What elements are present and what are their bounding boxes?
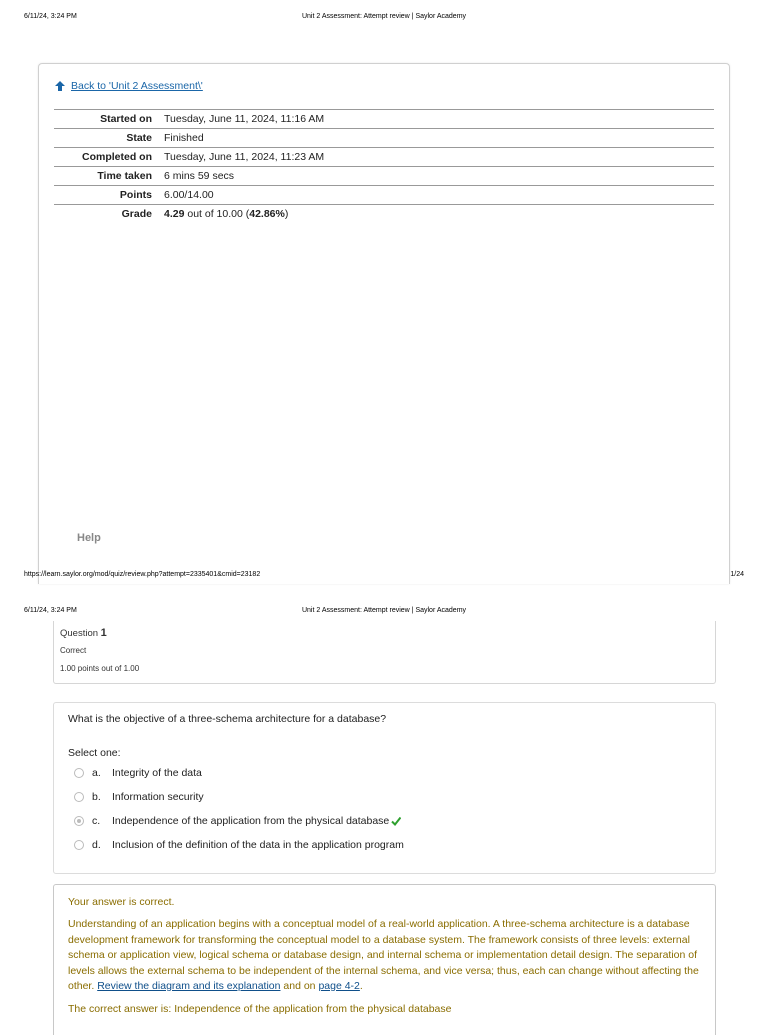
arrow-up-icon — [54, 80, 66, 92]
print-datetime: 6/11/24, 3:24 PM — [24, 607, 77, 614]
checkmark-icon — [391, 816, 401, 826]
print-title: Unit 2 Assessment: Attempt review | Saylor Academy — [301, 13, 467, 20]
table-row — [54, 205, 714, 224]
back-link[interactable] — [54, 80, 203, 92]
print-url: https://learn.saylor.org/mod/quiz/review.php?attempt=2335401&cmid=23182 — [24, 571, 261, 578]
table-row — [54, 110, 714, 129]
summary-label: Points — [119, 189, 152, 201]
feedback-and-on: and on — [280, 980, 319, 992]
back-link-label: Back to 'Unit 2 Assessment\' — [71, 80, 203, 92]
answer-option-b[interactable] — [74, 791, 204, 803]
summary-value: Tuesday, June 11, 2024, 11:23 AM — [164, 151, 325, 163]
summary-value: Finished — [164, 132, 204, 144]
question-grade: 1.00 points out of 1.00 — [60, 664, 140, 673]
question-state: Correct — [60, 646, 87, 655]
table-row — [54, 167, 714, 186]
answer-option-a[interactable] — [74, 767, 202, 779]
summary-value: Tuesday, June 11, 2024, 11:16 AM — [164, 113, 325, 125]
grade-percent: 42.86% — [249, 208, 285, 220]
table-row — [54, 148, 714, 167]
grade-label: Grade — [121, 208, 152, 220]
summary-label: State — [126, 132, 152, 144]
question-text: What is the objective of a three-schema architecture for a database? — [68, 713, 387, 725]
summary-value: 6.00/14.00 — [164, 189, 214, 201]
feedback-explanation — [68, 917, 700, 995]
diagram-explanation-link[interactable]: Review the diagram and its explanation — [97, 980, 281, 992]
answer-feedback — [53, 884, 716, 1035]
print-title: Unit 2 Assessment: Attempt review | Saylor Academy — [301, 607, 467, 614]
correct-answer-text: The correct answer is: Independence of the application from the physical database — [68, 1003, 452, 1015]
page-reference-link[interactable]: page 4-2 — [318, 980, 360, 992]
answer-option-c[interactable] — [74, 815, 401, 827]
feedback-period: . — [359, 980, 363, 992]
option-letter: a. — [92, 767, 101, 779]
question-number — [60, 627, 107, 639]
summary-label: Time taken — [97, 170, 152, 182]
radio-button[interactable] — [74, 792, 84, 802]
option-text: Information security — [112, 791, 204, 803]
radio-button[interactable] — [74, 768, 84, 778]
question-content — [53, 702, 716, 874]
grade-value — [160, 205, 714, 224]
attempt-summary-panel — [38, 63, 730, 584]
question-number-value: 1 — [100, 627, 107, 639]
question-info — [53, 621, 716, 684]
option-text: Independence of the application from the physical database — [112, 815, 390, 827]
feedback-correct-message: Your answer is correct. — [68, 896, 175, 908]
attempt-summary-table — [54, 109, 714, 223]
grade-score: 4.29 — [164, 208, 185, 220]
summary-label: Completed on — [82, 151, 152, 163]
table-row — [54, 186, 714, 205]
option-letter: b. — [92, 791, 101, 803]
print-datetime: 6/11/24, 3:24 PM — [24, 13, 77, 20]
summary-label: Started on — [100, 113, 152, 125]
summary-value: 6 mins 59 secs — [164, 170, 235, 182]
question-label: Question — [60, 628, 99, 639]
radio-button[interactable] — [74, 840, 84, 850]
answer-option-d[interactable] — [74, 839, 404, 851]
radio-button-selected[interactable] — [74, 816, 84, 826]
option-text: Inclusion of the definition of the data in the application program — [112, 839, 404, 851]
help-link[interactable]: Help — [77, 532, 101, 544]
option-letter: c. — [92, 815, 101, 827]
select-one-prompt: Select one: — [68, 747, 121, 759]
option-letter: d. — [92, 839, 101, 851]
feedback-explanation-text: Understanding of an application begins with a conceptual model of a real-world application. A three-schema architecture is a database development framework for transforming the conceptual model to a database system. The framework consists of three levels: external schema or application view, logical schema or database design, and internal schema or implementation detail design. The separation of levels allows the external schema to be independent of the internal schema, and vice versa; thus, each can change without affecting the other. — [68, 918, 699, 992]
table-row — [54, 129, 714, 148]
grade-close: ) — [284, 208, 289, 220]
print-page-number: 1/24 — [730, 571, 744, 578]
grade-out-of: out of 10.00 ( — [187, 208, 250, 220]
option-text: Integrity of the data — [112, 767, 202, 779]
